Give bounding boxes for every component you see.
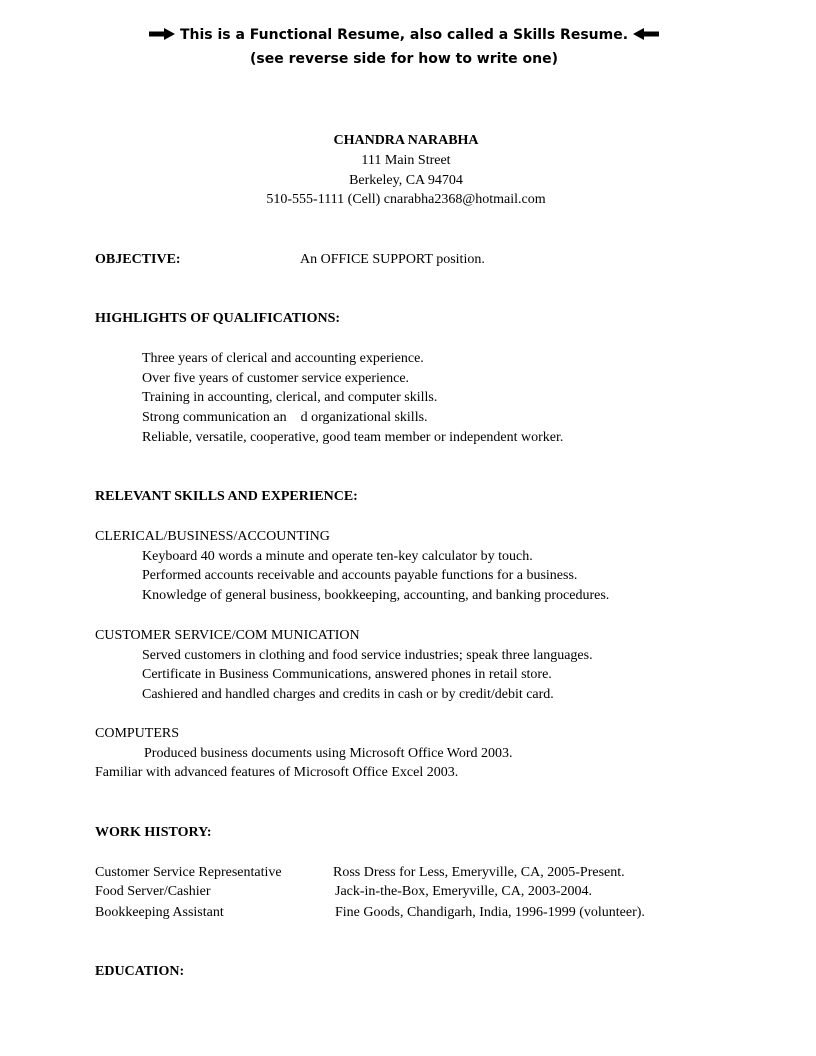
left-arrow-icon (633, 28, 659, 40)
banner-line-1 (0, 27, 808, 44)
job-details: Fine Goods, Chandigarh, India, 1996-1999 (volunteer). (335, 905, 645, 920)
skills-heading: RELEVANT SKILLS AND EXPERIENCE: (95, 489, 358, 504)
banner-line-2: (see reverse side for how to write one) (250, 51, 558, 67)
job-title: Customer Service Representative (95, 865, 282, 880)
skill-section-title: CLERICAL/BUSINESS/ACCOUNTING (95, 529, 330, 544)
city-state-zip: Berkeley, CA 94704 (349, 173, 463, 188)
skill-item: Performed accounts receivable and accounts payable functions for a business. (142, 568, 578, 583)
phone-email: 510-555-1111 (Cell) cnarabha2368@hotmail.com (266, 192, 546, 207)
job-details: Jack-in-the-Box, Emeryville, CA, 2003-2004. (335, 884, 593, 899)
objective-label: OBJECTIVE: (95, 252, 181, 267)
skill-item: Knowledge of general business, bookkeeping, accounting, and banking procedures. (142, 588, 610, 603)
skill-section-title: CUSTOMER SERVICE/COM MUNICATION (95, 628, 360, 643)
highlight-item: Strong communication an d organizational skills. (142, 410, 428, 425)
highlight-item: Three years of clerical and accounting experience. (142, 351, 424, 366)
banner-text-1: This is a Functional Resume, also called a Skills Resume. (179, 27, 629, 43)
highlights-heading: HIGHLIGHTS OF QUALIFICATIONS: (95, 311, 341, 326)
skill-item: Cashiered and handled charges and credits in cash or by credit/debit card. (142, 687, 554, 702)
right-arrow-icon (149, 28, 175, 40)
highlight-item: Training in accounting, clerical, and computer skills. (142, 390, 438, 405)
skill-item: Certificate in Business Communications, answered phones in retail store. (142, 667, 552, 682)
work-history-heading: WORK HISTORY: (95, 825, 212, 840)
education-heading: EDUCATION: (95, 964, 185, 979)
skill-item: Served customers in clothing and food service industries; speak three languages. (142, 648, 593, 663)
job-title: Food Server/Cashier (95, 884, 211, 899)
skill-item: Keyboard 40 words a minute and operate ten-key calculator by touch. (142, 549, 533, 564)
skill-item: Familiar with advanced features of Microsoft Office Excel 2003. (95, 765, 459, 780)
job-title: Bookkeeping Assistant (95, 905, 224, 920)
objective-text: An OFFICE SUPPORT position. (300, 252, 485, 267)
skill-section-title: COMPUTERS (95, 726, 180, 741)
highlight-item: Over five years of customer service experience. (142, 371, 410, 386)
skill-item: Produced business documents using Microsoft Office Word 2003. (144, 746, 513, 761)
job-details: Ross Dress for Less, Emeryville, CA, 2005-Present. (333, 865, 625, 880)
highlight-item: Reliable, versatile, cooperative, good team member or independent worker. (142, 430, 564, 445)
street-address: 111 Main Street (361, 153, 451, 168)
applicant-name: CHANDRA NARABHA (333, 133, 479, 148)
